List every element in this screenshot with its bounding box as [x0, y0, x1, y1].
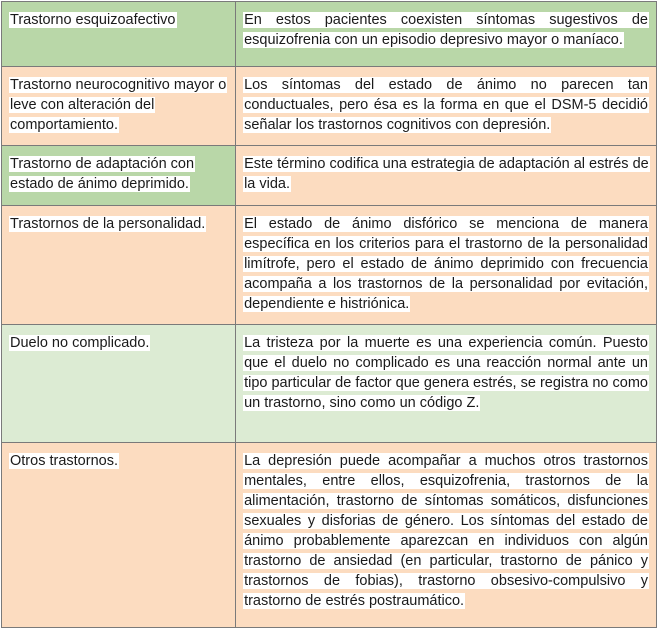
term-cell	[2, 443, 236, 628]
table-row	[2, 443, 657, 628]
description-text: El estado de ánimo disfórico se menciona de manera específica en los criterios para el trastorno de la personalidad limítrofe, pero el estado de ánimo deprimido con frecuencia acompaña a los trastornos de la personalidad por evitación, dependiente e histriónica.	[244, 216, 648, 312]
table-row	[2, 206, 657, 325]
description-cell	[236, 325, 657, 443]
term-text: Trastorno esquizoafectivo	[10, 12, 176, 28]
term-text: Trastorno de adaptación con estado de ánimo deprimido.	[10, 156, 195, 192]
description-cell	[236, 206, 657, 325]
description-cell	[236, 146, 657, 206]
differential-diagnosis-table	[1, 1, 657, 628]
table-row	[2, 146, 657, 206]
term-text: Trastornos de la personalidad.	[10, 216, 206, 232]
table-row	[2, 67, 657, 146]
description-cell	[236, 67, 657, 146]
description-text: La depresión puede acompañar a muchos otros trastornos mentales, entre ellos, esquizofrenia, trastornos de la alimentación, trastorno de síntomas somáticos, disfunciones sexuales y disforias de género. Los síntomas del estado de ánimo probablemente aparezcan en individuos con algún trastorno de ansiedad (en particular, trastorno de pánico y trastornos de fobias), trastorno obsesivo-compulsivo y trastorno de estrés postraumático.	[244, 453, 648, 609]
description-cell	[236, 443, 657, 628]
description-text: Este término codifica una estrategia de adaptación al estrés de la vida.	[244, 156, 649, 192]
term-text: Trastorno neurocognitivo mayor o leve con alteración del comportamiento.	[10, 77, 227, 133]
term-cell	[2, 67, 236, 146]
term-text: Duelo no complicado.	[10, 335, 150, 351]
term-cell	[2, 2, 236, 67]
description-text: En estos pacientes coexisten síntomas sugestivos de esquizofrenia con un episodio depresivo mayor o maníaco.	[244, 12, 648, 48]
term-text: Otros trastornos.	[10, 453, 118, 469]
term-cell	[2, 146, 236, 206]
term-cell	[2, 325, 236, 443]
table-row	[2, 2, 657, 67]
description-text: Los síntomas del estado de ánimo no parecen tan conductuales, pero ésa es la forma en que el DSM-5 decidió señalar los trastornos cognitivos con depresión.	[244, 77, 648, 133]
table-row	[2, 325, 657, 443]
term-cell	[2, 206, 236, 325]
description-cell	[236, 2, 657, 67]
description-text: La tristeza por la muerte es una experiencia común. Puesto que el duelo no complicado es una reacción normal ante un tipo particular de factor que genera estrés, se registra no como un trastorno, sino como un código Z.	[244, 335, 648, 411]
